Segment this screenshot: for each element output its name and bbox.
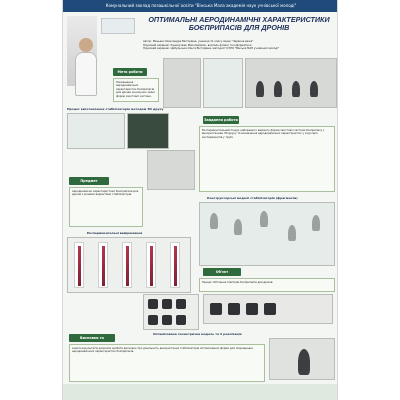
sample-2 (228, 303, 240, 315)
model-drawing-3 (260, 211, 268, 227)
grid-sample-5 (162, 315, 172, 325)
subject-panel: Аеродинамічні характеристики боєприпасів для дронів з різними варіантами стабілізаторів. (69, 187, 143, 227)
author-line-2: Науковий керівник: Кушнір Іван Миколайович, вчитель фізики та інформатики (143, 43, 252, 47)
prototype-photo-1 (163, 58, 201, 108)
poster-footer (63, 384, 338, 400)
prototype-photo-2 (203, 58, 243, 108)
sample-3 (246, 303, 258, 315)
sample-4 (264, 303, 276, 315)
experiment-heading: Експериментальні вимірювання (87, 231, 143, 235)
sample-1 (210, 303, 222, 315)
model-drawing-5 (312, 215, 320, 231)
experiment-photos (67, 237, 191, 293)
flow-trace-1 (78, 246, 81, 286)
model-drawings (199, 202, 335, 266)
tube-5 (170, 242, 180, 288)
tasks-badge: Завдання роботи (204, 118, 238, 122)
flow-trace-4 (150, 246, 153, 286)
final-model-photo (269, 338, 335, 380)
tube-4 (146, 242, 156, 288)
sample-grid (143, 294, 199, 330)
grid-sample-1 (148, 299, 158, 309)
flow-trace-3 (126, 246, 129, 286)
tasks-panel: Експериментальний пошук найкращого варіанту форми хвостової частини боєприпасу з використанням 3D друку та визначення аеродинамічних характеристик у ході серії експериментів у трубі. (199, 126, 335, 192)
stabilizer-3d-render (67, 113, 125, 149)
institution-logo (101, 18, 135, 34)
author-head (79, 38, 93, 52)
author-body (75, 52, 97, 96)
object-badge: Об'єкт (203, 268, 241, 276)
models-heading: Конструкторські моделі стабілізаторів (фрагменти) (207, 196, 298, 200)
ammo-model-2 (274, 81, 282, 97)
grid-sample-3 (176, 299, 186, 309)
research-poster (62, 0, 338, 400)
flow-trace-5 (174, 246, 177, 286)
conclusion-badge: Висновки та (69, 334, 115, 342)
flow-trace-2 (102, 246, 105, 286)
visual-heading: Оптимізована геометрична модель та її реалізація (153, 332, 242, 336)
authors-block (143, 40, 337, 51)
printer-photo-1 (127, 113, 169, 149)
final-ammo (298, 349, 310, 375)
tube-3 (122, 242, 132, 288)
ammo-model-1 (256, 81, 264, 97)
subject-badge: Предмет (69, 177, 109, 185)
tube-1 (74, 242, 84, 288)
poster-title: ОПТИМАЛЬНІ АЕРОДИНАМІЧНІ ХАРАКТЕРИСТИКИ БОЄПРИПАСІВ ДЛЯ ДРОНІВ (148, 15, 330, 33)
object-panel: Процес обтікання повітрям боєприпасів для дронів. (199, 278, 335, 292)
process-heading: Процес виготовлення стабілізаторів методом 3D друку (67, 107, 164, 111)
institution-banner: Комунальний заклад позашкільної освіти "Вінська Мала академія наук учнівської молоді" (63, 0, 338, 12)
model-drawing-4 (288, 225, 296, 241)
grid-sample-2 (162, 299, 172, 309)
author-line-3: Науковий керівник: Цибульська Ольга Вікторівна, методист КЗПО "Вінська МАН учнівської молоді" (143, 47, 280, 51)
author-photo (67, 16, 97, 86)
ammo-model-3 (292, 81, 300, 97)
model-drawing-1 (210, 213, 218, 229)
printer-photo-2 (147, 150, 195, 190)
author-line-1: Автор: Меньша Олександра Вікторівна, учениця 11 класу ліцею "Червона вежа" (143, 40, 254, 43)
conclusion-panel: Аналіз результатів дозволяє зробити висновок про доцільність використання стабілізаторів оптимізованої форми для покращення аеродинамічних характеристик боєприпасів. (69, 344, 265, 382)
grid-sample-4 (148, 315, 158, 325)
ammo-model-4 (310, 81, 318, 97)
goal-badge: Мета роботи (113, 68, 147, 76)
model-drawing-2 (234, 219, 242, 235)
tube-2 (98, 242, 108, 288)
grid-sample-6 (176, 315, 186, 325)
goal-panel: Покращення аеродинамічних характеристик боєприпасів для дронів за рахунок зміни форми хвостової частини. (113, 78, 159, 102)
photo-row-top (203, 294, 333, 324)
prototype-photo-3 (245, 58, 337, 108)
